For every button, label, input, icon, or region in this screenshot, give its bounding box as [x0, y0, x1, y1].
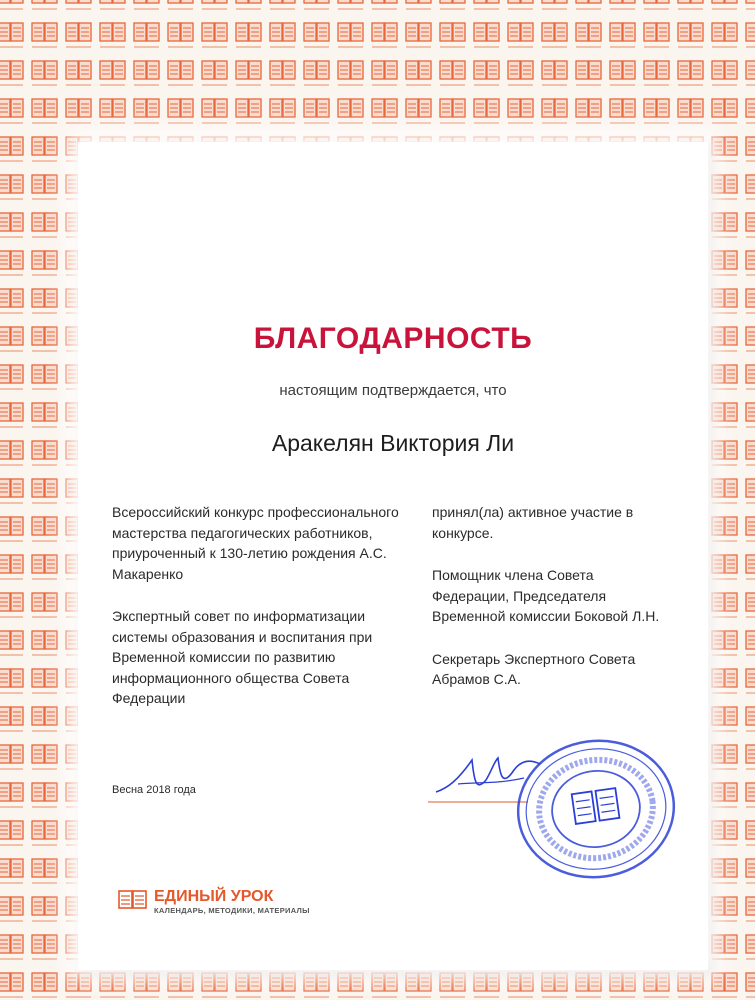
council-description: Экспертный совет по информатизации системы образования и воспитания при Временной комиссии по развитию информационного общества Совета Федерации: [112, 608, 373, 706]
logo-name: ЕДИНЫЙ УРОК: [154, 888, 274, 905]
certificate-title: БЛАГОДАРНОСТЬ: [253, 322, 533, 355]
certificate-sheet: [78, 142, 708, 970]
assistant-signatory: Помощник члена Совета Федерации, Председателя Временной комиссии Боковой Л.Н.: [432, 567, 660, 624]
issue-date: Весна 2018 года: [112, 784, 196, 796]
contest-description: Всероссийский конкурс профессионального мастерства педагогических работников, приуроченный к 130-летию рождения А.С. Макаренко: [112, 504, 399, 582]
official-stamp: [511, 734, 681, 884]
participation-text: принял(ла) активное участие в конкурсе.: [432, 504, 634, 541]
book-logo-icon: [118, 890, 148, 910]
secretary-signatory: Секретарь Экспертного Совета Абрамов С.А.: [432, 650, 636, 687]
recipient-name: Аракелян Виктория Ли: [271, 430, 515, 456]
certificate-subtitle: настоящим подтверждается, что: [279, 382, 507, 399]
right-column: [432, 502, 672, 712]
left-column: [112, 502, 412, 731]
logo-tagline: КАЛЕНДАРЬ, МЕТОДИКИ, МАТЕРИАЛЫ: [154, 906, 310, 915]
